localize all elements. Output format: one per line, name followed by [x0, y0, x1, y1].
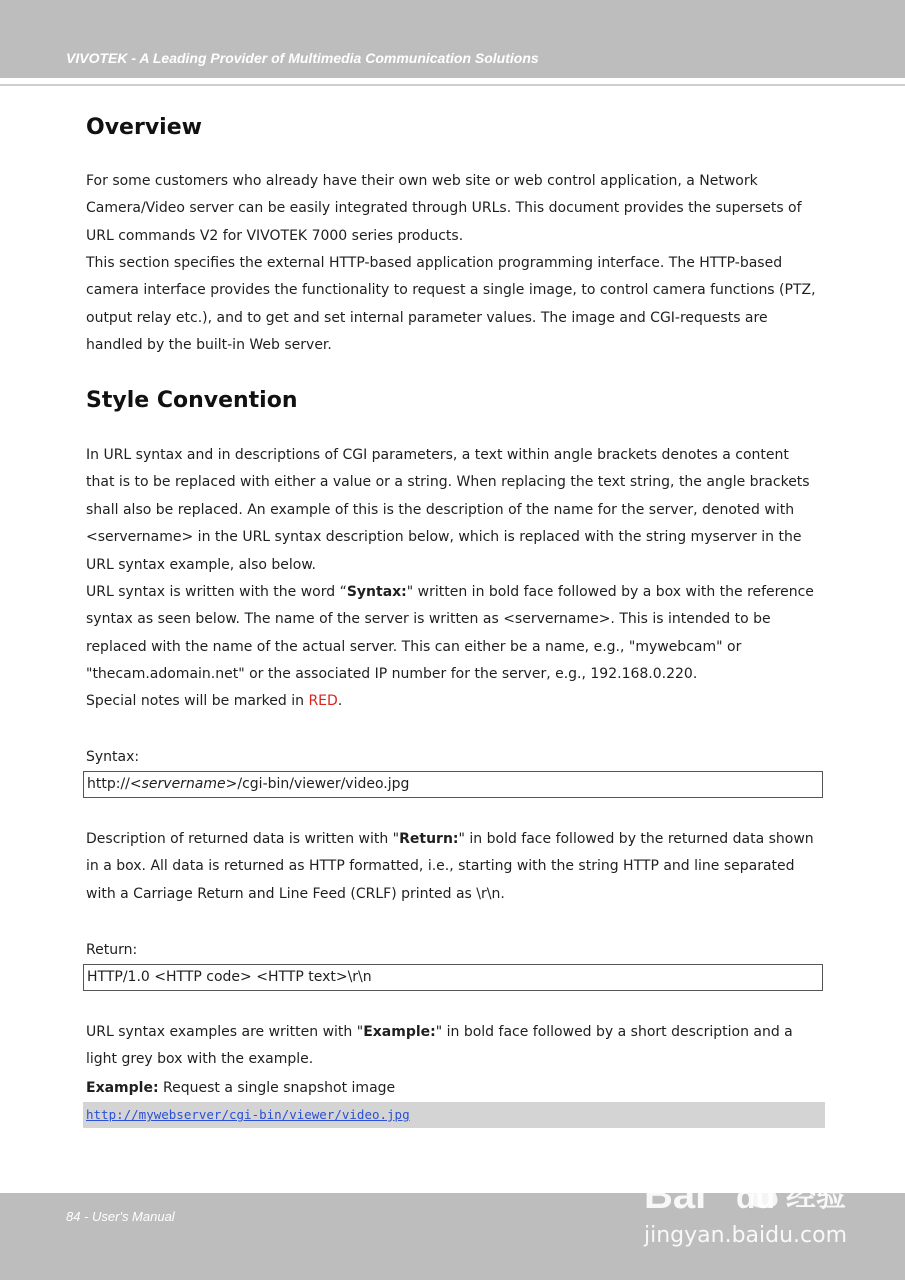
baidu-watermark-icon — [640, 1140, 870, 1260]
svg-text:经验: 经验 — [786, 1179, 846, 1214]
style-paragraph-2: URL syntax is written with the word “Syntax:" written in bold face followed by a box with the reference syntax as seen below. The name of the server is written as <servername>. This is intended to be replaced with the name of the actual server. This can either be a name, e.g., "mywebcam" or "thecam.adomain.net" or the associated IP number for the server, e.g., 192.168.0.220. — [86, 584, 814, 683]
example-keyword: Example: — [363, 1024, 436, 1040]
example-box — [83, 1102, 825, 1128]
header-title: VIVOTEK - A Leading Provider of Multimedia Communication Solutions — [66, 50, 539, 66]
return-box: HTTP/1.0 <HTTP code> <HTTP text>\r\n — [83, 964, 823, 991]
overview-heading: Overview — [86, 115, 202, 140]
svg-text:Bai: Bai — [644, 1173, 707, 1217]
style-paragraph-1: In URL syntax and in descriptions of CGI parameters, a text within angle brackets denotes a content that is to be replaced with either a value or a string. When replacing the text string, the angle brackets shall also be replaced. An example of this is the description of the name for the server, denoted with <servername> in the URL syntax description below, which is replaced with the string myserver in the URL syntax example, also below. — [86, 447, 810, 573]
overview-paragraph-2: This section specifies the external HTTP-based application programming interface. The HTTP-based camera interface provides the functionality to request a single image, to control camera functions (PTZ, output relay etc.), and to get and set internal parameter values. The image and CGI-requests are handled by the built-in Web server. — [86, 255, 816, 354]
return-description: Description of returned data is written with "Return:" in bold face followed by the returned data shown in a box. All data is returned as HTTP formatted, i.e., starting with the string HTTP and line separated with a Carriage Return and Line Feed (CRLF) printed as \r\n. — [86, 831, 814, 902]
syntax-box: http://<servername>/cgi-bin/viewer/video.jpg — [83, 771, 823, 798]
special-notes: Special notes will be marked in RED. — [86, 693, 343, 709]
example-description: URL syntax examples are written with "Example:" in bold face followed by a short description and a light grey box with the example. — [86, 1024, 793, 1068]
syntax-label: Syntax: — [86, 749, 140, 765]
page-header — [0, 0, 905, 78]
overview-paragraph-1: For some customers who already have their own web site or web control application, a Network Camera/Video server can be easily integrated through URLs. This document provides the supersets of URL commands V2 for VIVOTEK 7000 series products. — [86, 173, 802, 244]
example-line: Example: Request a single snapshot image — [86, 1080, 396, 1096]
svg-text:du: du — [736, 1179, 776, 1215]
return-label: Return: — [86, 942, 138, 958]
syntax-keyword: Syntax: — [346, 584, 407, 600]
servername-var: <servername> — [129, 776, 238, 792]
style-convention-heading: Style Convention — [86, 388, 298, 413]
red-keyword: RED — [308, 693, 338, 709]
return-keyword: Return: — [399, 831, 459, 847]
header-divider — [0, 84, 905, 86]
footer-page-label: 84 - User's Manual — [66, 1209, 175, 1224]
svg-text:jingyan.baidu.com: jingyan.baidu.com — [644, 1223, 848, 1248]
example-url-link[interactable]: http://mywebserver/cgi-bin/viewer/video.jpg — [86, 1107, 410, 1122]
